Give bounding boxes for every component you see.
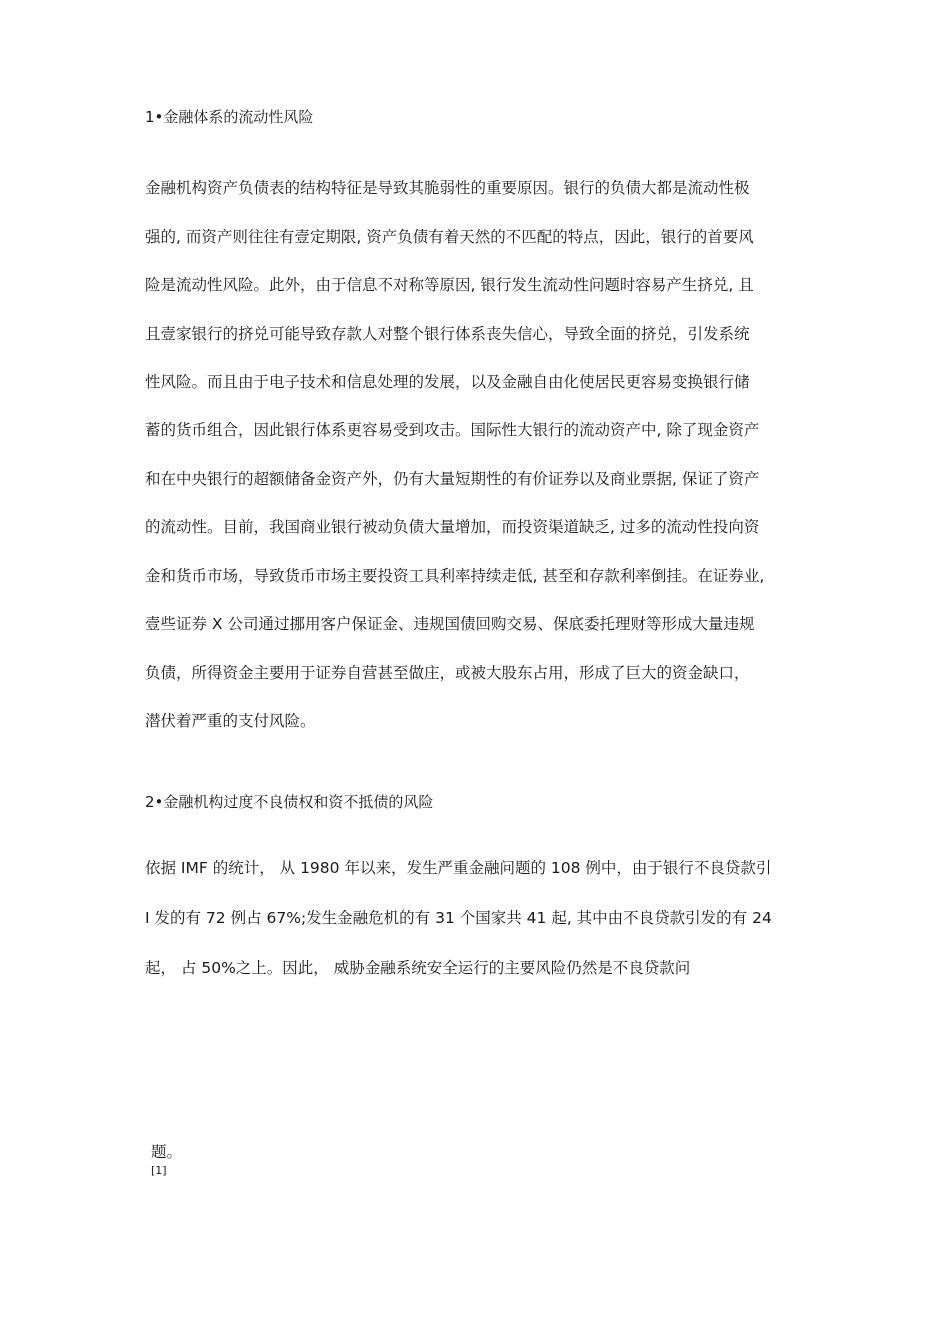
- paragraph-line: 且壹家银行的挤兑可能导致存款人对整个银行体系丧失信心，导致全面的挤兑，引发系统: [145, 325, 750, 343]
- paragraph-line: 壹些证券 X 公司通过挪用客户保证金、违规国债回购交易、保底委托理财等形成大量违规: [145, 615, 755, 633]
- paragraph-line: 蓄的货币组合，因此银行体系更容易受到攻击。国际性大银行的流动资产中, 除了现金资产: [145, 421, 760, 439]
- paragraph-line: I 发的有 72 例占 67%;发生金融危机的有 31 个国家共 41 起, 其中由不良贷款引发的有 24: [145, 909, 772, 927]
- section2-heading: 2•金融机构过度不良债权和资不抵债的风险: [145, 793, 434, 811]
- paragraph-tail: 题。: [151, 1143, 183, 1161]
- paragraph-line: 险是流动性风险。此外，由于信息不对称等原因, 银行发生流动性问题时容易产生挤兑, 且: [145, 276, 754, 294]
- paragraph-line: 强的, 而资产则往往有壹定期限, 资产负债有着天然的不匹配的特点，因此，银行的首要风: [145, 228, 754, 246]
- paragraph-line: 金和货币市场，导致货币市场主要投资工具利率持续走低, 甚至和存款利率倒挂。在证券业,: [145, 567, 765, 585]
- paragraph-line: 起， 占 50%之上。因此， 威胁金融系统安全运行的主要风险仍然是不良贷款问: [145, 959, 691, 977]
- paragraph-line: 金融机构资产负债表的结构特征是导致其脆弱性的重要原因。银行的负债大都是流动性极: [145, 179, 750, 197]
- paragraph-line: 潜伏着严重的支付风险。: [145, 712, 316, 730]
- footnote-marker: [1]: [151, 1164, 167, 1177]
- paragraph-line: 负债，所得资金主要用于证券自营甚至做庄，或被大股东占用，形成了巨大的资金缺口，: [145, 664, 750, 682]
- paragraph-line: 和在中央银行的超额储备金资产外，仍有大量短期性的有价证券以及商业票据, 保证了资产: [145, 470, 760, 488]
- paragraph-line: 性风险。而且由于电子技术和信息处理的发展，以及金融自由化使居民更容易变换银行储: [145, 373, 750, 391]
- paragraph-line: 的流动性。目前，我国商业银行被动负债大量增加，而投资渠道缺乏, 过多的流动性投向资: [145, 518, 760, 536]
- section1-heading: 1•金融体系的流动性风险: [145, 108, 314, 126]
- paragraph-line: 依据 IMF 的统计， 从 1980 年以来，发生严重金融问题的 108 例中，由于银行不良贷款引: [145, 859, 772, 877]
